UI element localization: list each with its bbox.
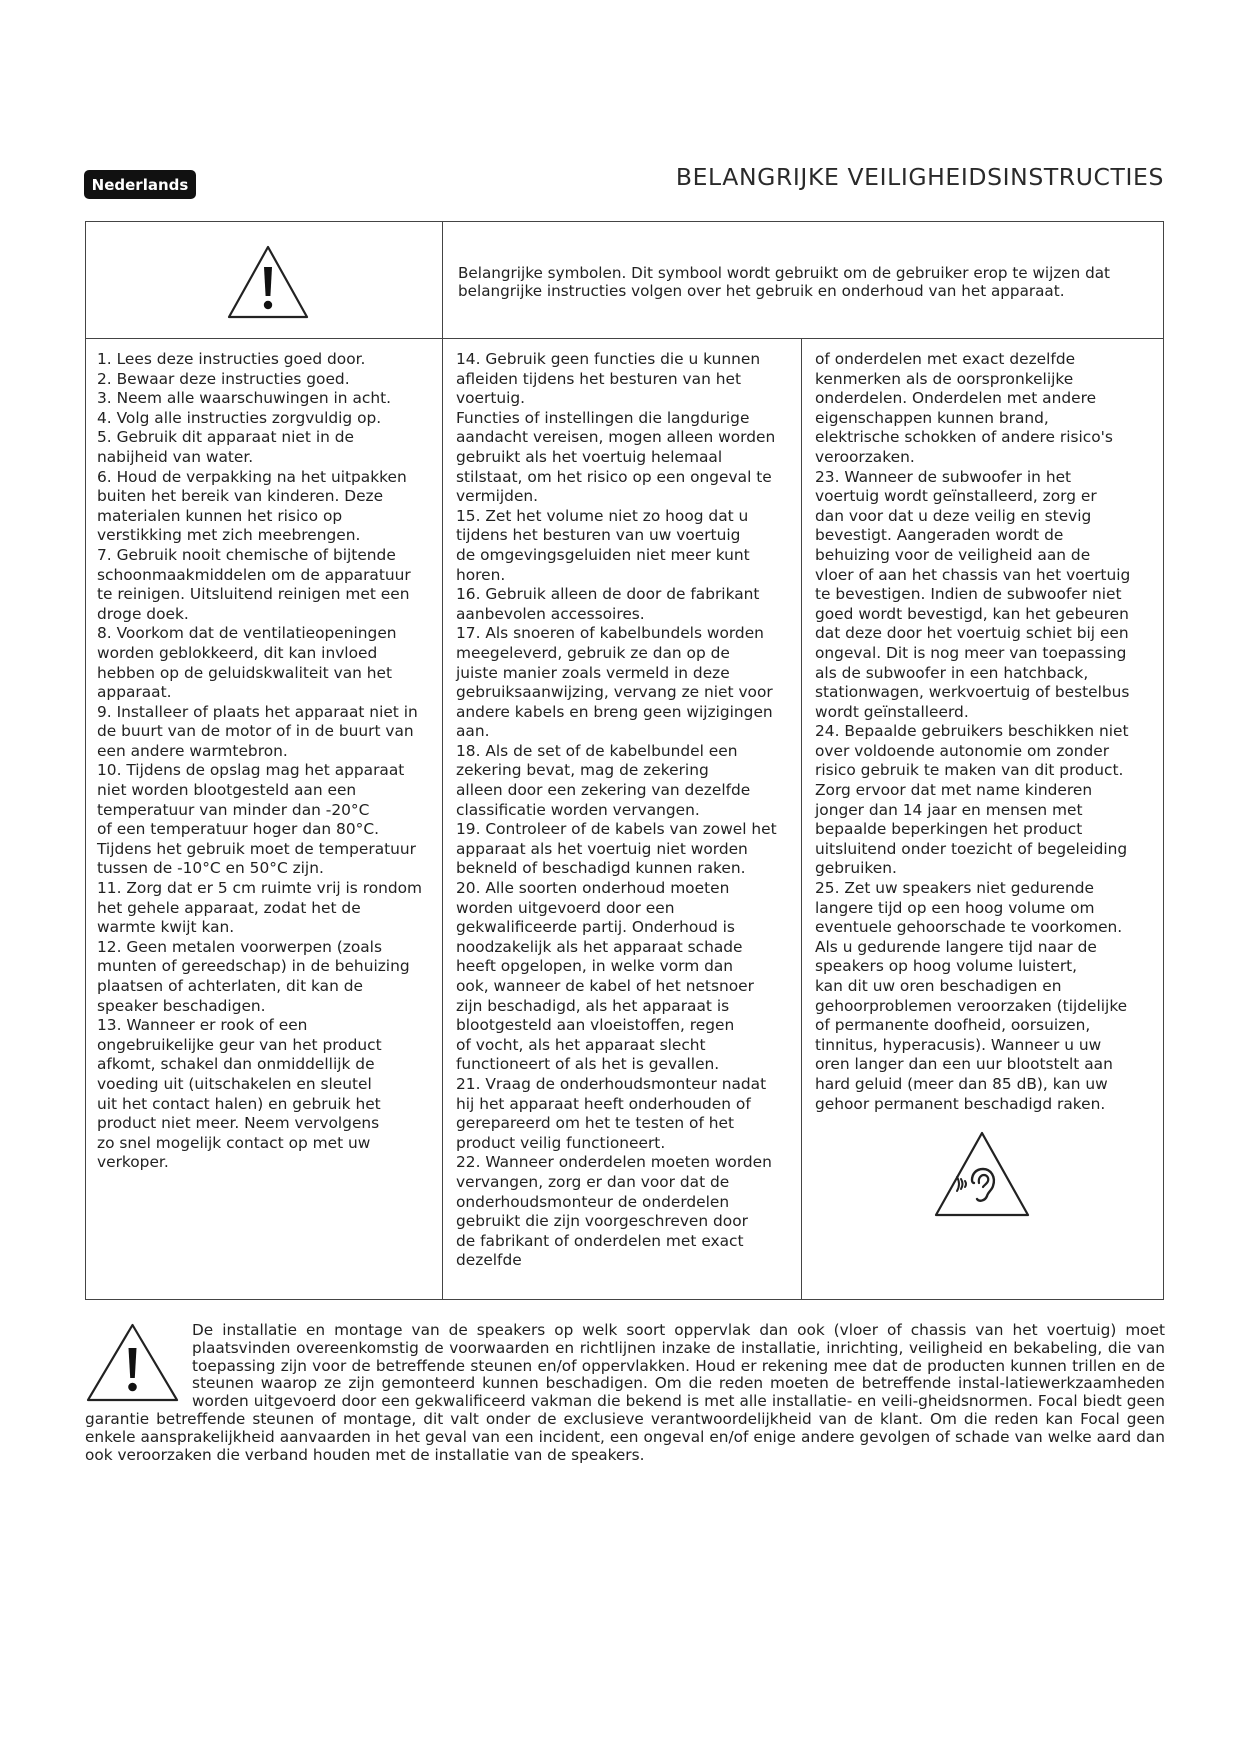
instruction-line: 3. Neem alle waarschuwingen in acht.	[97, 389, 392, 408]
instruction-line: gebruiken.	[815, 859, 897, 878]
instruction-line: oren langer dan een uur blootstelt aan	[815, 1055, 1113, 1074]
instruction-line: de buurt van de motor of in de buurt van	[97, 722, 414, 741]
instruction-line: kan dit uw oren beschadigen en	[815, 977, 1062, 995]
instruction-line: 6. Houd de verpakking na het uitpakken	[97, 467, 407, 486]
instruction-line: afleiden tijdens het besturen van het	[456, 369, 741, 388]
instruction-line: 7. Gebruik nooit chemische of bijtende	[97, 545, 396, 564]
instruction-line: aanbevolen accessoires.	[456, 604, 645, 623]
instruction-line: apparaat.	[97, 683, 172, 702]
instruction-line: verkoper.	[97, 1153, 169, 1172]
instruction-line: 13. Wanneer er rook of een	[97, 1016, 308, 1035]
instruction-line: tussen de -10°C en 50°C zijn.	[97, 859, 324, 878]
instruction-line: Zorg ervoor dat met name kinderen	[815, 781, 1093, 800]
instruction-line: blootgesteld aan vloeistoffen, regen	[456, 1016, 735, 1035]
language-badge: Nederlands	[84, 170, 196, 199]
instruction-line: andere kabels en breng geen wijzigingen	[456, 702, 773, 721]
instruction-line: een andere warmtebron.	[97, 741, 288, 760]
instruction-line: droge doek.	[97, 604, 189, 623]
instruction-line: hij het apparaat heeft onderhouden of	[456, 1094, 751, 1113]
instruction-line: of vocht, als het apparaat slecht	[456, 1035, 706, 1054]
instruction-line: goed wordt bevestigd, kan het gebeuren	[815, 604, 1129, 623]
instruction-line: gebruikt als het voertuig helemaal	[456, 447, 723, 466]
instruction-line: temperatuur van minder dan -20°C	[97, 800, 370, 819]
instruction-line: gehoor permanent beschadigd raken.	[815, 1094, 1106, 1113]
instruction-line: bevestigt. Aangeraden wordt de	[815, 526, 1064, 545]
instruction-line: zo snel mogelijk contact op met uw	[97, 1133, 371, 1152]
instruction-line: 24. Bepaalde gebruikers beschikken niet	[815, 722, 1129, 741]
instruction-line: onderhoudsmonteur de onderdelen	[456, 1192, 730, 1211]
instruction-line: apparaat als het voertuig niet worden	[456, 839, 748, 858]
instruction-line: 10. Tijdens de opslag mag het apparaat	[97, 761, 405, 780]
instruction-line: worden uitgevoerd door een	[456, 898, 675, 917]
instruction-line: veroorzaken.	[815, 447, 915, 466]
instruction-line: afkomt, schakel dan onmiddellijk de	[97, 1055, 375, 1074]
instruction-line: 14. Gebruik geen functies die u kunnen	[456, 350, 761, 368]
instruction-line: bekneld of beschadigd kunnen raken.	[456, 859, 746, 878]
instruction-line: jonger dan 14 jaar en mensen met	[815, 800, 1083, 819]
instruction-line: gehoorproblemen veroorzaken (tijdelijke	[815, 996, 1128, 1015]
instruction-line: of onderdelen met exact dezelfde	[815, 350, 1076, 368]
instruction-line: elektrische schokken of andere risico's	[815, 428, 1113, 447]
instruction-line: schoonmaakmiddelen om de apparatuur	[97, 565, 411, 584]
instruction-line: over voldoende autonomie om zonder	[815, 741, 1110, 760]
instruction-line: gekwalificeerde partij. Onderhoud is	[456, 918, 735, 937]
instruction-line: te reinigen. Uitsluitend reinigen met een	[97, 585, 410, 604]
instruction-line: dat deze door het voertuig schiet bij een	[815, 624, 1129, 643]
instruction-line: gebruiksaanwijzing, vervang ze niet voor	[456, 683, 773, 702]
instruction-line: warmte kwijt kan.	[97, 918, 235, 937]
instruction-line: 19. Controleer of de kabels van zowel het	[456, 820, 777, 839]
instruction-line: 8. Voorkom dat de ventilatieopeningen	[97, 624, 397, 643]
instructions-column-3	[815, 350, 1130, 1114]
instruction-line: Als u gedurende langere tijd naar de	[815, 937, 1097, 956]
instruction-line: 22. Wanneer onderdelen moeten worden	[456, 1153, 772, 1172]
instruction-line: 1. Lees deze instructies goed door.	[97, 350, 366, 368]
instruction-line: voeding uit (uitschakelen en sleutel	[97, 1074, 372, 1093]
page-title: BELANGRIJKE VEILIGHEIDSINSTRUCTIES	[675, 163, 1164, 191]
instruction-line: meegeleverd, gebruik ze dan op de	[456, 643, 730, 662]
instruction-line: ongebruikelijke geur van het product	[97, 1035, 382, 1054]
instruction-line: materialen kunnen het risico op	[97, 506, 343, 525]
instruction-line: horen.	[456, 565, 506, 584]
instruction-line: classificatie worden vervangen.	[456, 800, 700, 819]
instruction-line: langere tijd op een hoog volume om	[815, 898, 1095, 917]
instruction-line: ook, wanneer de kabel of het netsnoer	[456, 977, 754, 995]
instruction-line: 18. Als de set of de kabelbundel een	[456, 741, 738, 760]
instruction-line: 12. Geen metalen voorwerpen (zoals	[97, 937, 382, 956]
instruction-line: tinnitus, hyperacusis). Wanneer u uw	[815, 1035, 1102, 1054]
instruction-line: heeft opgelopen, in welke vorm dan	[456, 957, 734, 976]
instruction-line: ongeval. Dit is nog meer van toepassing	[815, 643, 1127, 662]
instruction-line: 4. Volg alle instructies zorgvuldig op.	[97, 408, 382, 427]
instruction-line: wordt geïnstalleerd.	[815, 702, 969, 721]
instruction-line: worden geblokkeerd, dit kan invloed	[97, 643, 378, 662]
table-divider-vertical	[801, 338, 802, 1299]
instruction-line: nabijheid van water.	[97, 447, 254, 466]
instruction-line: alleen door een zekering van dezelfde	[456, 781, 751, 800]
table-divider-vertical	[442, 222, 443, 1299]
instruction-line: Tijdens het gebruik moet de temperatuur	[97, 839, 417, 858]
instruction-line: gebruikt die zijn voorgeschreven door	[456, 1212, 748, 1231]
instruction-line: 25. Zet uw speakers niet gedurende	[815, 879, 1094, 898]
instruction-line: onderdelen. Onderdelen met andere	[815, 389, 1097, 408]
instructions-column-1	[97, 350, 422, 1173]
instruction-line: munten of gereedschap) in de behuizing	[97, 957, 410, 976]
instruction-line: product niet meer. Neem vervolgens	[97, 1114, 380, 1133]
instruction-line: 21. Vraag de onderhoudsmonteur nadat	[456, 1074, 767, 1093]
instruction-line: dan voor dat u deze veilig en stevig	[815, 506, 1092, 525]
instruction-line: of een temperatuur hoger dan 80°C.	[97, 820, 379, 839]
instruction-line: dezelfde	[456, 1251, 522, 1270]
hearing-damage-warning-icon	[932, 1129, 1032, 1219]
instruction-line: plaatsen of achterlaten, dit kan de	[97, 977, 363, 995]
instruction-line: 9. Installeer of plaats het apparaat niet in	[97, 702, 418, 721]
instruction-line: 17. Als snoeren of kabelbundels worden	[456, 624, 764, 643]
symbols-description: Belangrijke symbolen. Dit symbool wordt gebruikt om de gebruiker erop te wijzen dat belangrijke instructies volgen over het gebruik en onderhoud van het apparaat.	[458, 264, 1110, 300]
instruction-line: aandacht vereisen, mogen alleen worden	[456, 428, 776, 447]
instruction-line: Functies of instellingen die langdurige	[456, 408, 750, 427]
instruction-line: hebben op de geluidskwaliteit van het	[97, 663, 393, 682]
instruction-line: kenmerken als de oorspronkelijke	[815, 369, 1074, 388]
instruction-line: te bevestigen. Indien de subwoofer niet	[815, 585, 1122, 604]
instruction-line: functioneert of als het is gevallen.	[456, 1055, 720, 1074]
instruction-line: speakers op hoog volume luistert,	[815, 957, 1078, 976]
instruction-line: niet worden blootgesteld aan een	[97, 781, 357, 800]
safety-instructions-table	[85, 221, 1164, 1300]
instruction-line: vloer of aan het chassis van het voertuig	[815, 565, 1131, 584]
instruction-line: verstikking met zich meebrengen.	[97, 526, 361, 545]
instruction-line: product veilig functioneert.	[456, 1133, 666, 1152]
instruction-line: zekering bevat, mag de zekering	[456, 761, 709, 780]
instruction-line: 15. Zet het volume niet zo hoog dat u	[456, 506, 749, 525]
instruction-line: uitsluitend onder toezicht of begeleiding	[815, 839, 1128, 858]
instruction-line: aan.	[456, 722, 490, 741]
instruction-line: bepaalde beperkingen het product	[815, 820, 1083, 839]
instruction-line: de omgevingsgeluiden niet meer kunt	[456, 545, 750, 564]
warning-triangle-icon	[226, 244, 310, 320]
instruction-line: stilstaat, om het risico op een ongeval te	[456, 467, 772, 486]
instruction-line: behuizing voor de veiligheid aan de	[815, 545, 1091, 564]
table-divider-horizontal	[86, 338, 1163, 339]
instruction-line: 11. Zorg dat er 5 cm ruimte vrij is rondom	[97, 879, 423, 898]
instruction-line: speaker beschadigen.	[97, 996, 266, 1015]
instruction-line: voertuig wordt geïnstalleerd, zorg er	[815, 487, 1097, 506]
instruction-line: eigenschappen kunnen brand,	[815, 408, 1049, 427]
instruction-line: 23. Wanneer de subwoofer in het	[815, 467, 1072, 486]
instruction-line: 20. Alle soorten onderhoud moeten	[456, 879, 730, 898]
instruction-line: buiten het bereik van kinderen. Deze	[97, 487, 384, 506]
instruction-line: risico gebruik te maken van dit product.	[815, 761, 1124, 780]
instruction-line: vermijden.	[456, 487, 539, 506]
instruction-line: 5. Gebruik dit apparaat niet in de	[97, 428, 354, 447]
instruction-line: als de subwoofer in een hatchback,	[815, 663, 1089, 682]
instruction-line: zijn beschadigd, als het apparaat is	[456, 996, 730, 1015]
instruction-line: eventuele gehoorschade te voorkomen.	[815, 918, 1123, 937]
installation-disclaimer-text: De installatie en montage van de speakers op welk soort oppervlak dan ook (vloer of chassis van het voertuig) moet plaatsvinden overeenkomstig de voorwaarden en richtlijnen inzake de installatie, inrichting, veiligheid en bekabeling, die van toepassing zijn voor de betreffende steunen en/of oppervlakken. Houd er rekening mee dat de producten kunnen trillen en de steunen waarop ze zijn gemonteerd kunnen beschadigen. Om die reden moeten de betreffende instal-latiewerkzaamheden worden uitgevoerd door een gekwalificeerd vakman die bekend is met alle installatie- en veili-gheidsnormen. Focal biedt geen garantie betreffende steunen of montage, dit valt onder de exclusieve verantwoordelijkheid van de klant. Om die reden kan Focal geen enkele aansprakelijkheid aanvaarden in het geval van een incident, een ongeval en/of enige andere gevolgen of schade van welke aard dan ook veroorzaken die verband houden met de installatie van de speakers.	[85, 1321, 1165, 1464]
installation-disclaimer	[85, 1322, 1165, 1464]
instruction-line: noodzakelijk als het apparaat schade	[456, 937, 743, 956]
instruction-line: het gehele apparaat, zodat het de	[97, 898, 361, 917]
instruction-line: gerepareerd om het te testen of het	[456, 1114, 735, 1133]
instruction-line: of permanente doofheid, oorsuizen,	[815, 1016, 1091, 1035]
instruction-line: stationwagen, werkvoertuig of bestelbus	[815, 683, 1130, 702]
instructions-column-2	[456, 350, 777, 1271]
instruction-line: hard geluid (meer dan 85 dB), kan uw	[815, 1074, 1108, 1093]
instruction-line: vervangen, zorg er dan voor dat de	[456, 1172, 730, 1191]
instruction-line: 16. Gebruik alleen de door de fabrikant	[456, 585, 760, 604]
instruction-line: juiste manier zoals vermeld in deze	[456, 663, 730, 682]
instruction-line: tijdens het besturen van uw voertuig	[456, 526, 741, 545]
instruction-line: uit het contact halen) en gebruik het	[97, 1094, 381, 1113]
instruction-line: 2. Bewaar deze instructies goed.	[97, 369, 350, 388]
instruction-line: de fabrikant of onderdelen met exact	[456, 1231, 744, 1250]
instruction-line: voertuig.	[456, 389, 526, 408]
